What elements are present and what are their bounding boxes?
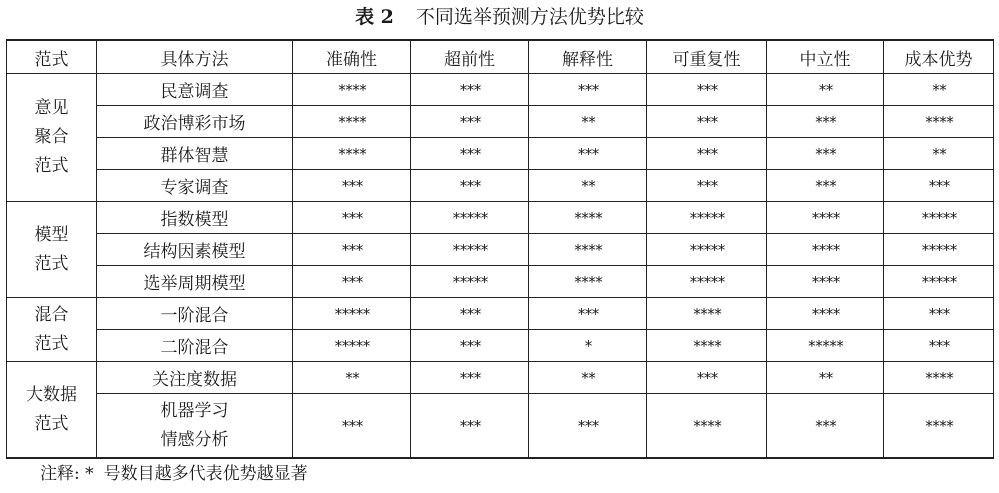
method-cell (97, 394, 293, 459)
rating-cell: ** (529, 170, 647, 202)
rating-cell: **** (647, 330, 767, 362)
rating-cell: *** (529, 394, 647, 459)
rating-cell: **** (293, 74, 411, 106)
rating-cell: ** (529, 106, 647, 138)
rating-cell: ***** (884, 266, 994, 298)
rating-cell: *** (411, 170, 529, 202)
table-header-row (7, 40, 994, 74)
rating-cell: **** (767, 202, 884, 234)
method-cell: 二阶混合 (97, 330, 293, 362)
paradigm-line: 混合 (34, 304, 69, 325)
rating-cell: *** (293, 394, 411, 459)
paradigm-cell (7, 362, 97, 459)
table-row (7, 330, 994, 362)
rating-cell: ** (293, 362, 411, 394)
paradigm-cell (7, 74, 97, 202)
rating-cell: **** (293, 138, 411, 170)
footnote-label: 注释: * (40, 464, 94, 484)
rating-cell: **** (767, 234, 884, 266)
table-footnote (40, 462, 308, 486)
rating-cell: *** (293, 170, 411, 202)
rating-cell: *** (767, 394, 884, 459)
rating-cell: ***** (647, 234, 767, 266)
table-row (7, 394, 994, 459)
rating-cell: **** (529, 266, 647, 298)
table-row (7, 362, 994, 394)
table-row (7, 266, 994, 298)
rating-cell: *** (293, 202, 411, 234)
rating-cell: * (529, 330, 647, 362)
rating-cell: ***** (884, 234, 994, 266)
rating-cell: *** (529, 138, 647, 170)
method-cell: 指数模型 (97, 202, 293, 234)
paradigm-line: 聚合 (34, 127, 69, 147)
table-caption (0, 4, 999, 30)
rating-cell: *** (529, 74, 647, 106)
table-title: 不同选举预测方法优势比较 (415, 6, 644, 28)
paradigm-cell (7, 202, 97, 298)
header-paradigm: 范式 (7, 40, 97, 74)
paradigm-line: 大数据 (26, 384, 77, 405)
rating-cell: **** (884, 394, 994, 459)
rating-cell: ***** (293, 298, 411, 330)
table-number: 表 2 (355, 6, 394, 28)
rating-cell: *** (647, 106, 767, 138)
table-row (7, 106, 994, 138)
paradigm-line: 范式 (34, 156, 69, 176)
method-cell: 政治博彩市场 (97, 106, 293, 138)
rating-cell: ** (884, 138, 994, 170)
table-row (7, 74, 994, 106)
rating-cell: *** (529, 298, 647, 330)
method-cell: 民意调查 (97, 74, 293, 106)
table-row (7, 234, 994, 266)
paradigm-line: 范式 (34, 253, 69, 274)
rating-cell: *** (411, 330, 529, 362)
rating-cell: ** (767, 362, 884, 394)
rating-cell: *** (411, 138, 529, 170)
method-line: 情感分析 (160, 429, 229, 450)
rating-cell: *** (411, 362, 529, 394)
rating-cell: ***** (411, 266, 529, 298)
rating-cell: **** (767, 266, 884, 298)
rating-cell: *** (411, 74, 529, 106)
method-line: 机器学习 (160, 400, 229, 421)
rating-cell: ***** (884, 202, 994, 234)
rating-cell: **** (767, 298, 884, 330)
rating-cell: *** (647, 170, 767, 202)
rating-cell: ** (529, 362, 647, 394)
header-method: 具体方法 (97, 40, 293, 74)
method-cell: 专家调查 (97, 170, 293, 202)
method-cell: 结构因素模型 (97, 234, 293, 266)
rating-cell: *** (884, 330, 994, 362)
rating-cell: *** (293, 234, 411, 266)
header-neutrality: 中立性 (767, 40, 884, 74)
rating-cell: *** (293, 266, 411, 298)
rating-cell: ***** (411, 202, 529, 234)
footnote-text: 号数目越多代表优势越显著 (103, 464, 308, 484)
header-explainability: 解释性 (529, 40, 647, 74)
rating-cell: ***** (647, 266, 767, 298)
rating-cell: *** (647, 362, 767, 394)
rating-cell: **** (647, 394, 767, 459)
rating-cell: ** (767, 74, 884, 106)
rating-cell: **** (884, 362, 994, 394)
paradigm-line: 范式 (34, 413, 69, 434)
paradigm-line: 模型 (34, 224, 69, 245)
method-cell: 关注度数据 (97, 362, 293, 394)
rating-cell: ***** (647, 202, 767, 234)
rating-cell: ***** (767, 330, 884, 362)
rating-cell: *** (884, 298, 994, 330)
rating-cell: *** (411, 298, 529, 330)
table-row (7, 298, 994, 330)
table-row (7, 138, 994, 170)
rating-cell: *** (411, 106, 529, 138)
rating-cell: ***** (293, 330, 411, 362)
method-cell: 群体智慧 (97, 138, 293, 170)
rating-cell: *** (884, 170, 994, 202)
rating-cell: *** (767, 170, 884, 202)
rating-cell: **** (529, 234, 647, 266)
rating-cell: *** (647, 138, 767, 170)
rating-cell: *** (767, 138, 884, 170)
rating-cell: *** (411, 394, 529, 459)
header-lead-time: 超前性 (411, 40, 529, 74)
rating-cell: **** (529, 202, 647, 234)
rating-cell: ** (884, 74, 994, 106)
paradigm-line: 意见 (34, 98, 69, 118)
table-row (7, 202, 994, 234)
table-row (7, 170, 994, 202)
paradigm-cell (7, 298, 97, 362)
method-cell: 一阶混合 (97, 298, 293, 330)
paradigm-line: 范式 (34, 333, 69, 354)
rating-cell: **** (884, 106, 994, 138)
rating-cell: *** (647, 74, 767, 106)
method-cell: 选举周期模型 (97, 266, 293, 298)
rating-cell: ***** (411, 234, 529, 266)
header-repeatability: 可重复性 (647, 40, 767, 74)
comparison-table (6, 39, 994, 459)
rating-cell: **** (293, 106, 411, 138)
header-accuracy: 准确性 (293, 40, 411, 74)
header-cost-advantage: 成本优势 (884, 40, 994, 74)
rating-cell: **** (647, 298, 767, 330)
rating-cell: *** (767, 106, 884, 138)
